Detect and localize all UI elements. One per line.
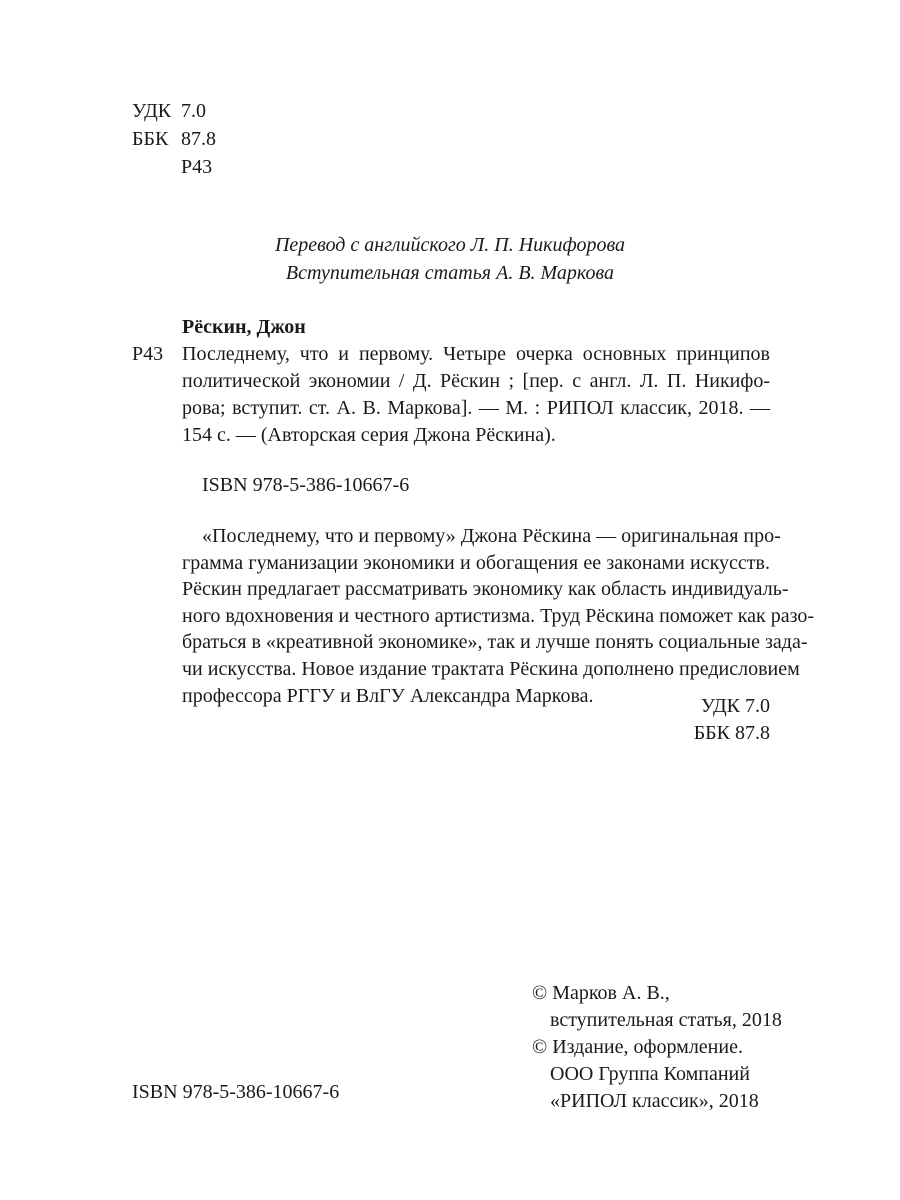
udk-value: 7.0 xyxy=(181,100,206,122)
biblio-line: 154 с. — (Авторская серия Джона Рёскина). xyxy=(182,424,556,446)
isbn-record: ISBN 978-5-386-10667-6 xyxy=(202,474,410,496)
bbk-value: 87.8 xyxy=(181,128,216,150)
classification-block xyxy=(132,98,216,182)
author-sign: Р43 xyxy=(181,156,213,178)
copyright-line: © Издание, оформление. xyxy=(532,1036,743,1058)
biblio-line: политической экономии / Д. Рёскин ; [пер. с англ. Л. П. Никифо- xyxy=(182,370,770,392)
bbk-row xyxy=(132,126,216,154)
udk-row xyxy=(132,98,216,126)
introduction-credit: Вступительная статья А. В. Маркова xyxy=(285,262,615,284)
annotation-udk: УДК 7.0 xyxy=(700,695,770,717)
annotation-line: «Последнему, что и первому» Джона Рёскина — оригинальная про- xyxy=(202,525,781,547)
biblio-line: Последнему, что и первому. Четыре очерка основных принципов xyxy=(182,343,770,365)
copyright-line: вступительная статья, 2018 xyxy=(550,1009,782,1031)
annotation-line: грамма гуманизации экономики и обогащения ее законами искусств. xyxy=(182,551,770,574)
credits-block xyxy=(180,232,720,288)
author-sign-row xyxy=(132,154,216,182)
annotation-line: чи искусства. Новое издание трактата Рёскина дополнено предисловием xyxy=(182,657,800,680)
author-heading: Рёскин, Джон xyxy=(182,316,306,338)
annotation-line: ного вдохновения и честного артистизма. Труд Рёскина поможет как разо- xyxy=(182,604,815,627)
annotation xyxy=(182,523,815,709)
isbn-footer: ISBN 978-5-386-10667-6 xyxy=(132,1081,340,1103)
bibliographic-description xyxy=(182,341,770,449)
annotation-bbk: ББК 87.8 xyxy=(693,722,770,744)
cipher: Р43 xyxy=(132,343,164,365)
copyright-line: «РИПОЛ классик», 2018 xyxy=(550,1090,759,1112)
copyright-block xyxy=(532,980,782,1115)
copyright-line: © Марков А. В., xyxy=(532,982,670,1004)
copyright-line: ООО Группа Компаний xyxy=(550,1063,750,1085)
annotation-line: профессора РГГУ и ВлГУ Александра Маркова. xyxy=(182,684,594,707)
annotation-line: браться в «креативной экономике», так и лучше понять социальные зада- xyxy=(182,631,808,654)
annotation-line: Рёскин предлагает рассматривать экономику как область индивидуаль- xyxy=(182,578,789,601)
translation-credit: Перевод с английского Л. П. Никифорова xyxy=(274,234,626,256)
udk-label: УДК xyxy=(132,100,172,122)
annotation-codes xyxy=(694,693,770,747)
biblio-line: рова; вступит. ст. А. В. Маркова]. — М. : РИПОЛ классик, 2018. — xyxy=(182,397,770,419)
bbk-label: ББК xyxy=(132,128,169,150)
